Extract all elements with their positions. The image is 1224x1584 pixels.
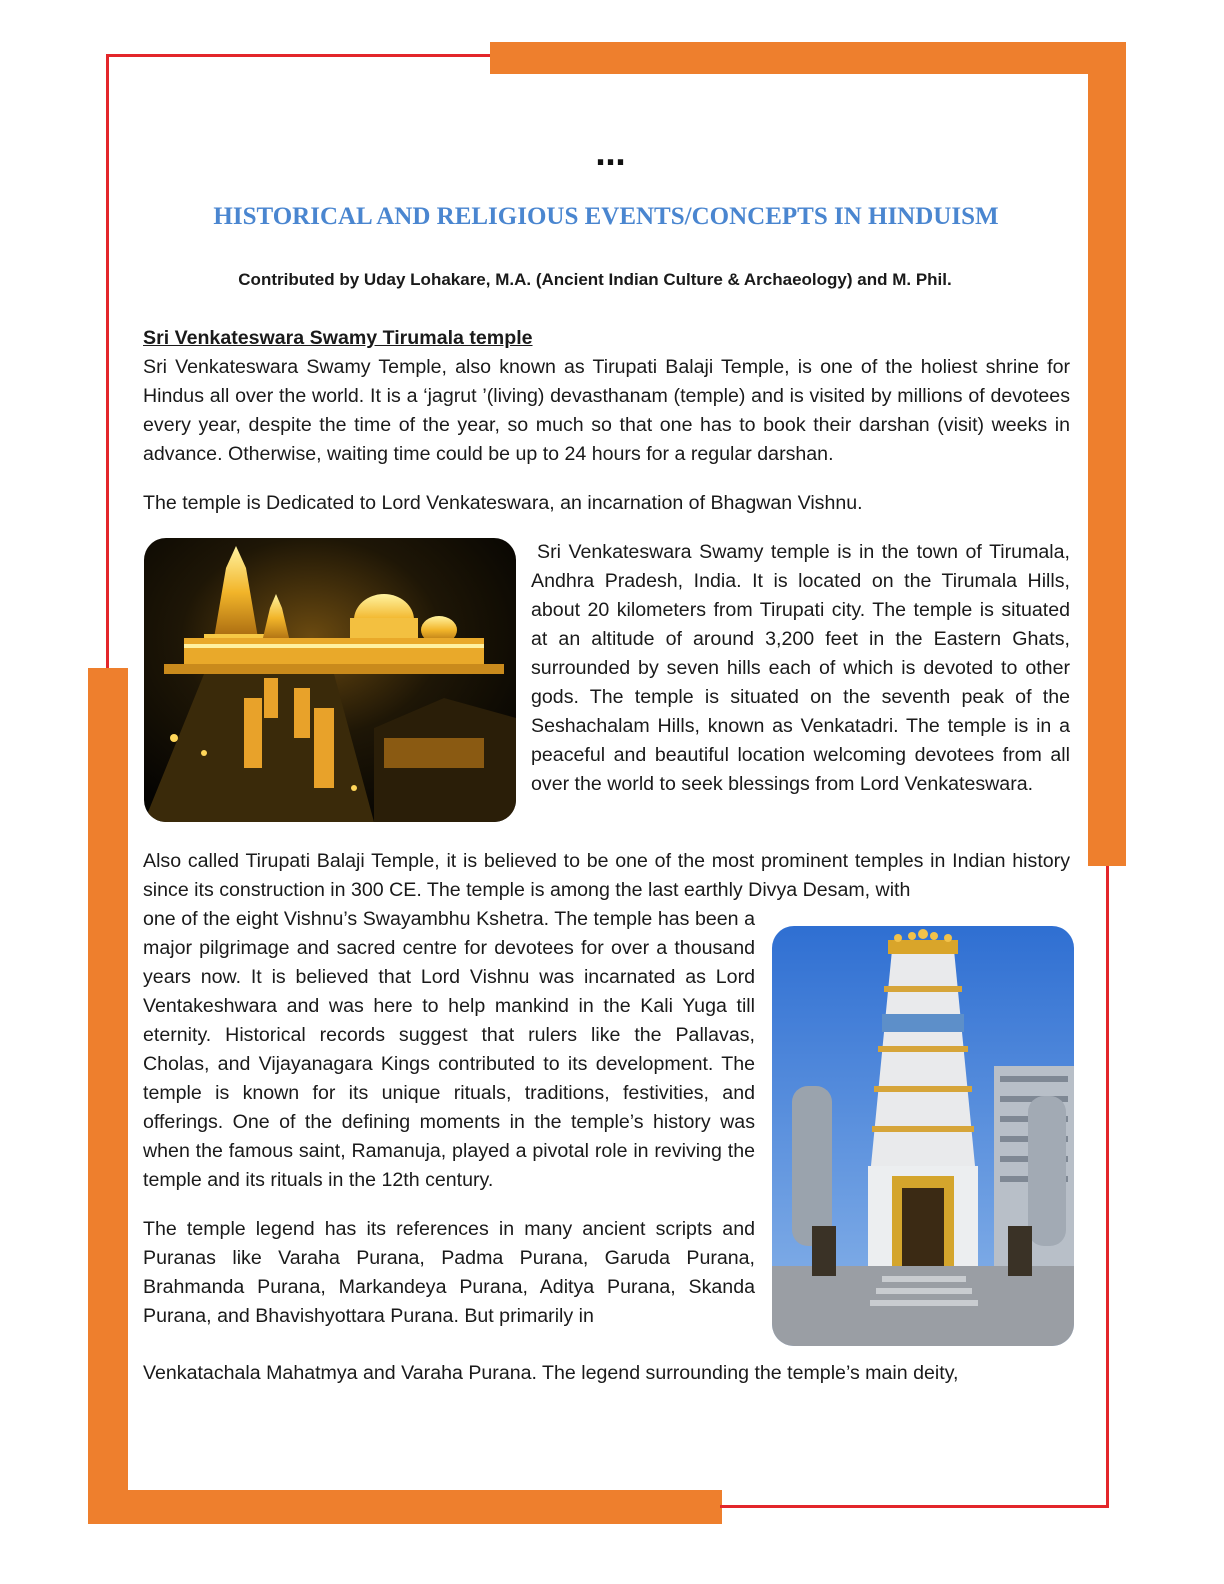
history-paragraph-start: Also called Tirupati Balaji Temple, it is believed to be one of the most prominent temples in Indian history since its construction in 300 CE. The temple is among the last earthly Divya Desam, with — [143, 850, 1070, 901]
history-wrap-block — [143, 905, 755, 1331]
page-title: HISTORICAL AND RELIGIOUS EVENTS/CONCEPTS IN HINDUISM — [213, 203, 999, 230]
history-line-block — [143, 847, 1070, 905]
intro-section — [143, 324, 1070, 518]
legend-paragraph-continued: Venkatachala Mahatmya and Varaha Purana. The legend surrounding the temple’s main deity, — [143, 1362, 959, 1384]
legend-paragraph: The temple legend has its references in many ancient scripts and Puranas like Varaha Purana, Padma Purana, Garuda Purana, Brahmanda Purana, Markandeya Purana, Aditya Purana, Skanda Purana, and Bhavishyottara Purana. But primarily in — [143, 1218, 755, 1327]
frame-orange-bottom — [88, 1490, 722, 1524]
frame-red-right — [1106, 866, 1109, 1508]
frame-red-bottom — [720, 1505, 1109, 1508]
article-heading: Sri Venkateswara Swamy Tirumala temple — [143, 327, 533, 349]
location-section — [531, 538, 1070, 799]
history-paragraph-rest: one of the eight Vishnu’s Swayambhu Kshetra. The temple has been a major pilgrimage and sacred centre for devotees for over a thousand years now. It is believed that Lord Vishnu was incarnated as Lord Ventakeshwara and was here to help mankind in the Kali Yuga till eternity. Historical records suggest that rulers like the Pallavas, Cholas, and Vijayanagara Kings contributed to its development. The temple is known for its unique rituals, traditions, festivities, and offerings. One of the defining moments in the temple’s history was when the famous saint, Ramanuja, played a pivotal role in reviving the temple and its rituals in the 12th century. — [143, 908, 755, 1191]
frame-orange-top — [490, 42, 1126, 74]
location-paragraph: Sri Venkateswara Swamy temple is in the town of Tirumala, Andhra Pradesh, India. It is located on the Tirumala Hills, about 20 kilometers from Tirupati city. The temple is situated at an altitude of around 3,200 feet in the Eastern Ghats, surrounded by seven hills each of which is devoted to other gods. The temple is situated on the seventh peak of the Seshachalam Hills, known as Venkatadri. The temple is in a peaceful and beautiful location welcoming devotees from all over the world to seek blessings from Lord Venkateswara. — [531, 541, 1070, 795]
intro-paragraph: Sri Venkateswara Swamy Temple, also known as Tirupati Balaji Temple, is one of the holiest shrine for Hindus all over the world. It is a ‘jagrut ’(living) devasthanam (temple) and is visited by millions of devotees every year, despite the time of the year, so much so that one has to book their darshan (visit) weeks in advance. Otherwise, waiting time could be up to 24 hours for a regular darshan. — [143, 356, 1070, 465]
ellipsis-mark: … — [595, 138, 629, 173]
dedication-paragraph: The temple is Dedicated to Lord Venkateswara, an incarnation of Bhagwan Vishnu. — [143, 492, 863, 514]
temple-night-photo — [144, 538, 516, 822]
legend-continuation-block — [143, 1359, 1070, 1388]
temple-gopuram-photo — [772, 926, 1074, 1346]
frame-orange-left — [88, 668, 128, 1524]
byline: Contributed by Uday Lohakare, M.A. (Ancient Indian Culture & Archaeology) and M. Phil. — [238, 270, 952, 289]
frame-red-top — [106, 54, 498, 57]
